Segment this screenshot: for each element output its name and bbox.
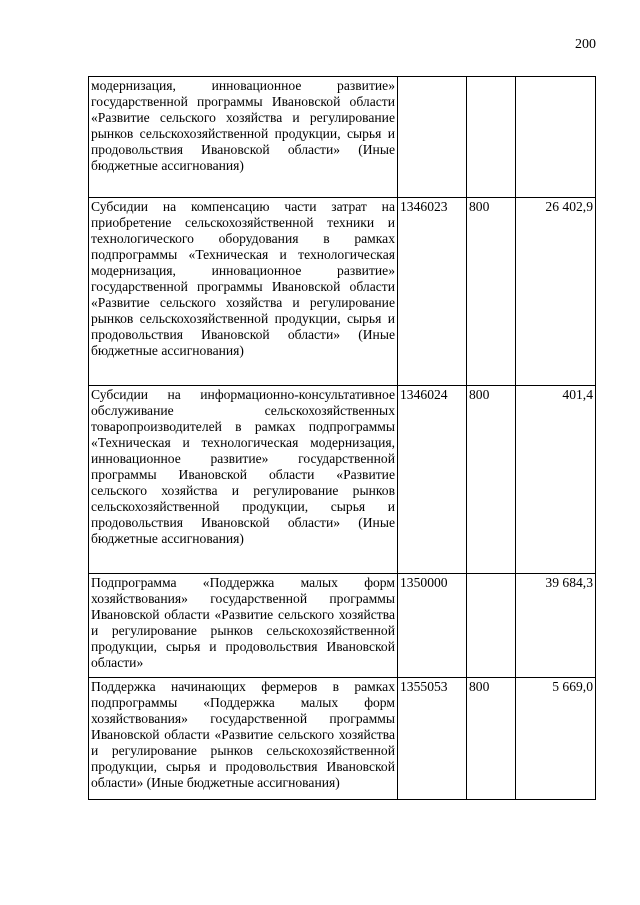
row-code: 1355053 <box>398 678 467 800</box>
row-amount: 26 402,9 <box>516 198 596 386</box>
row-amount: 39 684,3 <box>516 574 596 678</box>
row-expense-type <box>467 574 516 678</box>
table-row <box>89 678 596 800</box>
table-row <box>89 77 596 198</box>
row-code: 1346024 <box>398 386 467 574</box>
row-description: Субсидии на информационно-консультативное обслуживание сельскохозяйственных товаропроизводителей в рамках подпрограммы «Техническая и технологическая модернизация, инновационное развитие» государственной программы Ивановской области «Развитие сельского хозяйства и регулирование рынков сельскохозяйственной продукции, сырья и продовольствия Ивановской области» (Иные бюджетные ассигнования) <box>89 386 398 574</box>
table-row <box>89 198 596 386</box>
row-code: 1350000 <box>398 574 467 678</box>
budget-table <box>88 76 596 800</box>
row-expense-type: 800 <box>467 678 516 800</box>
table-row <box>89 386 596 574</box>
row-code: 1346023 <box>398 198 467 386</box>
row-amount: 5 669,0 <box>516 678 596 800</box>
row-code <box>398 77 467 198</box>
row-description: Подпрограмма «Поддержка малых форм хозяйствования» государственной программы Ивановской области «Развитие сельского хозяйства и регулирование рынков сельскохозяйственной продукции, сырья и продовольствия Ивановской области» <box>89 574 398 678</box>
row-description: Поддержка начинающих фермеров в рамках подпрограммы «Поддержка малых форм хозяйствования» государственной программы Ивановской области «Развитие сельского хозяйства и регулирование рынков сельскохозяйственной продукции, сырья и продовольствия Ивановской области» (Иные бюджетные ассигнования) <box>89 678 398 800</box>
row-description: Субсидии на компенсацию части затрат на приобретение сельскохозяйственной техники и технологического оборудования в рамках подпрограммы «Техническая и технологическая модернизация, инновационное развитие» государственной программы Ивановской области «Развитие сельского хозяйства и регулирование рынков сельскохозяйственной продукции, сырья и продовольствия Ивановской области» (Иные бюджетные ассигнования) <box>89 198 398 386</box>
row-description: модернизация, инновационное развитие» государственной программы Ивановской области «Развитие сельского хозяйства и регулирование рынков сельскохозяйственной продукции, сырья и продовольствия Ивановской области» (Иные бюджетные ассигнования) <box>89 77 398 198</box>
page-number: 200 <box>575 37 596 52</box>
row-expense-type <box>467 77 516 198</box>
table-row <box>89 574 596 678</box>
row-expense-type: 800 <box>467 198 516 386</box>
row-amount: 401,4 <box>516 386 596 574</box>
row-amount <box>516 77 596 198</box>
row-expense-type: 800 <box>467 386 516 574</box>
